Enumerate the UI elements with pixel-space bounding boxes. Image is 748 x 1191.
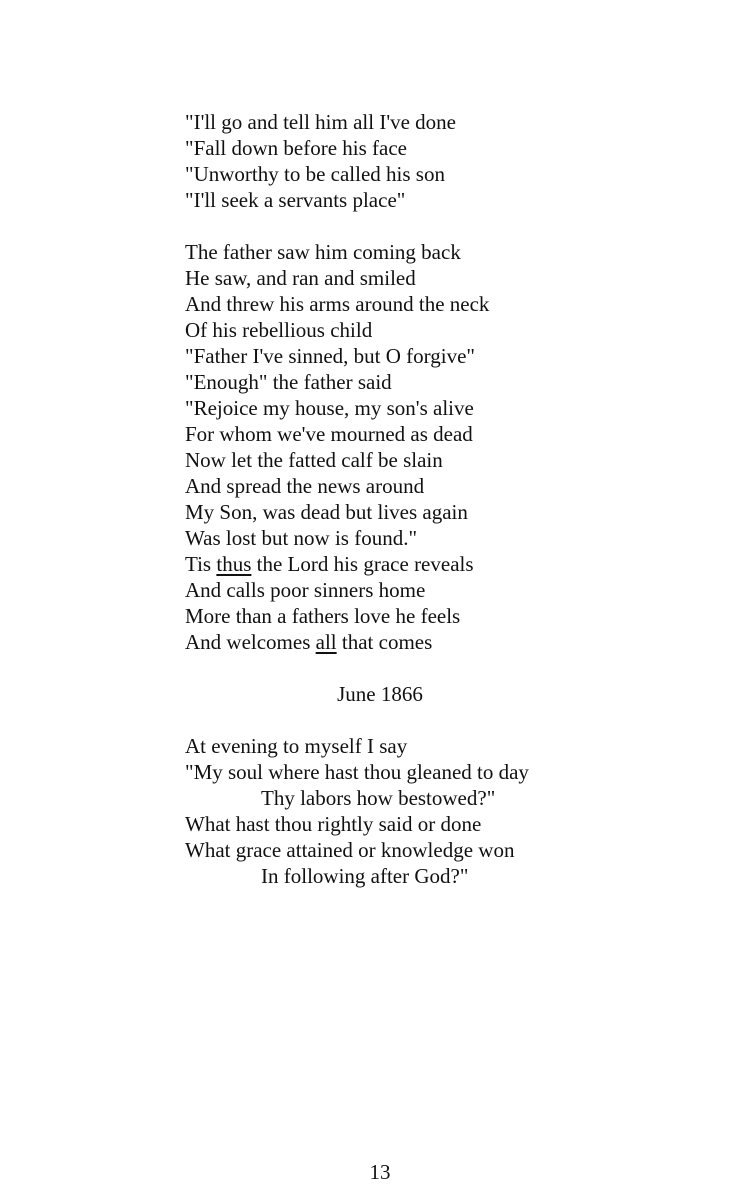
stanza-1 bbox=[185, 109, 456, 213]
poem-line-indented: In following after God?" bbox=[261, 864, 469, 888]
poem-line: The father saw him coming back bbox=[185, 240, 461, 264]
poem-line: For whom we've mourned as dead bbox=[185, 422, 473, 446]
poem-line: "Father I've sinned, but O forgive" bbox=[185, 344, 475, 368]
poem-line: At evening to myself I say bbox=[185, 734, 408, 758]
poem-line: "I'll go and tell him all I've done bbox=[185, 110, 456, 134]
poem-line: What hast thou rightly said or done bbox=[185, 812, 482, 836]
poem-line: And spread the news around bbox=[185, 474, 425, 498]
poem-line: My Son, was dead but lives again bbox=[185, 500, 468, 524]
poem-line bbox=[185, 629, 489, 655]
poem-line: More than a fathers love he feels bbox=[185, 604, 461, 628]
poem-line: Was lost but now is found." bbox=[185, 526, 418, 550]
underlined-word: thus bbox=[216, 552, 252, 576]
poem-line: Of his rebellious child bbox=[185, 318, 373, 342]
poem-line-text: that comes bbox=[336, 630, 433, 654]
underlined-word: all bbox=[315, 630, 337, 654]
poem-line: "I'll seek a servants place" bbox=[185, 188, 406, 212]
poem-line: And calls poor sinners home bbox=[185, 578, 426, 602]
poem-line: "Fall down before his face bbox=[185, 136, 407, 160]
date-heading: June 1866 bbox=[337, 682, 423, 706]
poem-line: Now let the fatted calf be slain bbox=[185, 448, 443, 472]
poem-line-text: And welcomes bbox=[185, 630, 316, 654]
poem-line-text: Tis bbox=[185, 552, 217, 576]
stanza-2 bbox=[185, 239, 489, 655]
poem-line-text: the Lord his grace reveals bbox=[251, 552, 474, 576]
poem-line-indented: Thy labors how bestowed?" bbox=[261, 786, 496, 810]
poem-line: "Rejoice my house, my son's alive bbox=[185, 396, 474, 420]
poem-line: He saw, and ran and smiled bbox=[185, 266, 416, 290]
poem-line: "Unworthy to be called his son bbox=[185, 162, 445, 186]
poem-line: What grace attained or knowledge won bbox=[185, 838, 515, 862]
poem-line: And threw his arms around the neck bbox=[185, 292, 490, 316]
poem-line: "Enough" the father said bbox=[185, 370, 392, 394]
page-number: 13 bbox=[369, 1160, 391, 1184]
poem-line bbox=[185, 551, 489, 577]
stanza-3 bbox=[185, 733, 529, 889]
poem-line: "My soul where hast thou gleaned to day bbox=[185, 760, 529, 784]
